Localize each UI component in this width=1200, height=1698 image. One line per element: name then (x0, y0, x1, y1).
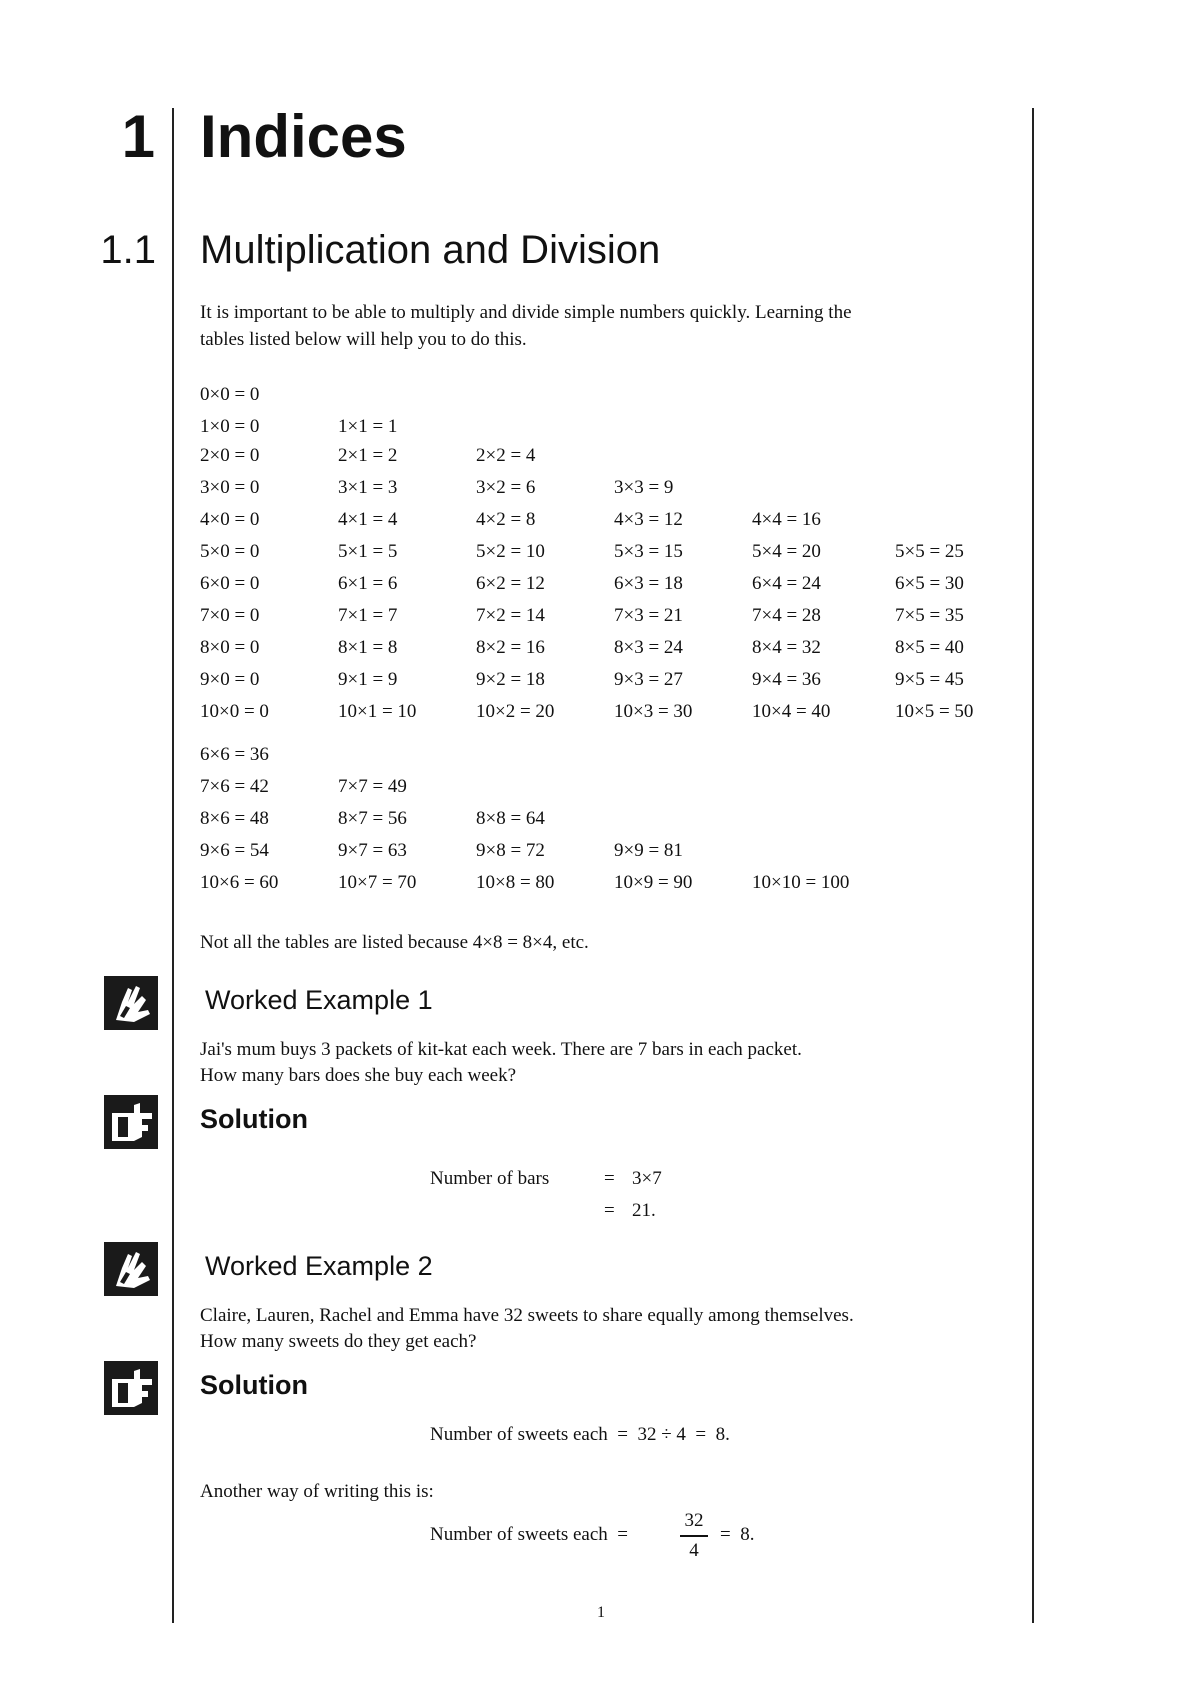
table-cell: 10×3 = 30 (614, 701, 693, 722)
table-cell: 8×6 = 48 (200, 808, 269, 829)
table-cell: 4×1 = 4 (338, 509, 398, 530)
table-cell: 8×7 = 56 (338, 808, 407, 829)
chapter-number: 1 (121, 103, 155, 170)
section-title: Multiplication and Division (200, 228, 661, 272)
worked-example-1-solution-title: Solution (200, 1104, 308, 1134)
table-cell: 7×4 = 28 (752, 605, 821, 626)
worked-example-1-equation-sign-2: = (604, 1200, 615, 1221)
table-cell: 2×2 = 4 (476, 445, 536, 466)
table-cell: 9×4 = 36 (752, 669, 821, 690)
table-cell: 6×2 = 12 (476, 573, 545, 594)
worked-example-2-equation-1: Number of sweets each = 32 ÷ 4 = 8. (430, 1424, 730, 1445)
table-cell: 10×5 = 50 (895, 701, 974, 722)
tables-note: Not all the tables are listed because 4×8 = 8×4, etc. (200, 932, 589, 953)
table-cell: 6×5 = 30 (895, 573, 964, 594)
worked-example-2-question-line-1: Claire, Lauren, Rachel and Emma have 32 sweets to share equally among themselves. (200, 1305, 854, 1326)
table-cell: 5×4 = 20 (752, 541, 821, 562)
table-cell: 7×7 = 49 (338, 776, 407, 797)
table-cell: 10×6 = 60 (200, 872, 279, 893)
table-cell: 8×1 = 8 (338, 637, 398, 658)
worked-example-2-equation-2-label: Number of sweets each = (430, 1524, 629, 1545)
table-cell: 3×1 = 3 (338, 477, 398, 498)
table-cell: 3×0 = 0 (200, 477, 260, 498)
table-cell: 6×4 = 24 (752, 573, 821, 594)
worked-example-2-title: Worked Example 2 (205, 1251, 433, 1281)
table-cell: 2×1 = 2 (338, 445, 398, 466)
table-cell: 4×0 = 0 (200, 509, 260, 530)
chapter-title: Indices (200, 103, 407, 170)
table-cell: 6×3 = 18 (614, 573, 683, 594)
table-cell: 1×1 = 1 (338, 416, 398, 437)
right-margin-rule (1032, 108, 1034, 1623)
table-cell: 7×2 = 14 (476, 605, 545, 626)
worked-example-1-equation-sign-1: = (604, 1168, 615, 1189)
table-cell: 9×5 = 45 (895, 669, 964, 690)
table-cell: 3×2 = 6 (476, 477, 536, 498)
pointing-hand-icon (104, 1095, 158, 1149)
worked-example-2-equation-2-rhs: = 8. (720, 1524, 755, 1545)
table-cell: 4×4 = 16 (752, 509, 821, 530)
table-cell: 5×2 = 10 (476, 541, 545, 562)
table-cell: 10×10 = 100 (752, 872, 850, 893)
table-cell: 9×9 = 81 (614, 840, 683, 861)
writing-hand-icon (104, 1242, 158, 1296)
table-cell: 7×5 = 35 (895, 605, 964, 626)
left-margin-rule (172, 108, 174, 1623)
worked-example-1-equation-rhs-1: 3×7 (632, 1168, 662, 1189)
table-cell: 4×3 = 12 (614, 509, 683, 530)
worked-example-1-equation-label: Number of bars (430, 1168, 550, 1189)
pointing-hand-icon (104, 1361, 158, 1415)
table-cell: 9×0 = 0 (200, 669, 260, 690)
writing-hand-icon (104, 976, 158, 1030)
fraction-numerator: 32 (684, 1510, 704, 1531)
fraction-denominator: 4 (689, 1540, 699, 1561)
table-cell: 8×8 = 64 (476, 808, 545, 829)
intro-paragraph-line-1: It is important to be able to multiply and divide simple numbers quickly. Learning the (200, 302, 852, 323)
fraction-bar (680, 1535, 708, 1537)
table-cell: 8×5 = 40 (895, 637, 964, 658)
table-cell: 10×4 = 40 (752, 701, 831, 722)
table-cell: 6×1 = 6 (338, 573, 398, 594)
table-cell: 5×5 = 25 (895, 541, 964, 562)
table-cell: 10×8 = 80 (476, 872, 555, 893)
table-cell: 9×6 = 54 (200, 840, 269, 861)
table-cell: 5×0 = 0 (200, 541, 260, 562)
table-cell: 10×2 = 20 (476, 701, 555, 722)
table-cell: 10×7 = 70 (338, 872, 417, 893)
intro-paragraph-line-2: tables listed below will help you to do this. (200, 329, 527, 350)
table-cell: 8×4 = 32 (752, 637, 821, 658)
section-number: 1.1 (100, 228, 156, 272)
table-cell: 9×1 = 9 (338, 669, 398, 690)
table-cell: 8×3 = 24 (614, 637, 683, 658)
table-cell: 2×0 = 0 (200, 445, 260, 466)
worked-example-2-question-line-2: How many sweets do they get each? (200, 1331, 477, 1352)
table-cell: 7×0 = 0 (200, 605, 260, 626)
page-number: 1 (597, 1604, 605, 1621)
worked-example-2-alternative-intro: Another way of writing this is: (200, 1481, 434, 1502)
table-cell: 7×6 = 42 (200, 776, 269, 797)
table-cell: 4×2 = 8 (476, 509, 536, 530)
worked-example-1-question-line-2: How many bars does she buy each week? (200, 1065, 517, 1086)
table-cell: 9×2 = 18 (476, 669, 545, 690)
table-cell: 10×9 = 90 (614, 872, 693, 893)
table-cell: 9×7 = 63 (338, 840, 407, 861)
table-cell: 5×3 = 15 (614, 541, 683, 562)
table-cell: 8×0 = 0 (200, 637, 260, 658)
table-cell: 10×1 = 10 (338, 701, 417, 722)
table-cell: 8×2 = 16 (476, 637, 545, 658)
table-cell: 9×8 = 72 (476, 840, 545, 861)
worked-example-2-solution-title: Solution (200, 1370, 308, 1400)
table-cell: 1×0 = 0 (200, 416, 260, 437)
table-cell: 5×1 = 5 (338, 541, 398, 562)
table-cell: 0×0 = 0 (200, 384, 260, 405)
table-cell: 6×0 = 0 (200, 573, 260, 594)
table-cell: 9×3 = 27 (614, 669, 683, 690)
table-cell: 6×6 = 36 (200, 744, 269, 765)
table-cell: 7×1 = 7 (338, 605, 398, 626)
table-cell: 3×3 = 9 (614, 477, 674, 498)
worked-example-1-question-line-1: Jai's mum buys 3 packets of kit-kat each week. There are 7 bars in each packet. (200, 1039, 802, 1060)
worked-example-1-title: Worked Example 1 (205, 985, 433, 1015)
worked-example-1-equation-rhs-2: 21. (632, 1200, 656, 1221)
table-cell: 7×3 = 21 (614, 605, 683, 626)
table-cell: 10×0 = 0 (200, 701, 269, 722)
